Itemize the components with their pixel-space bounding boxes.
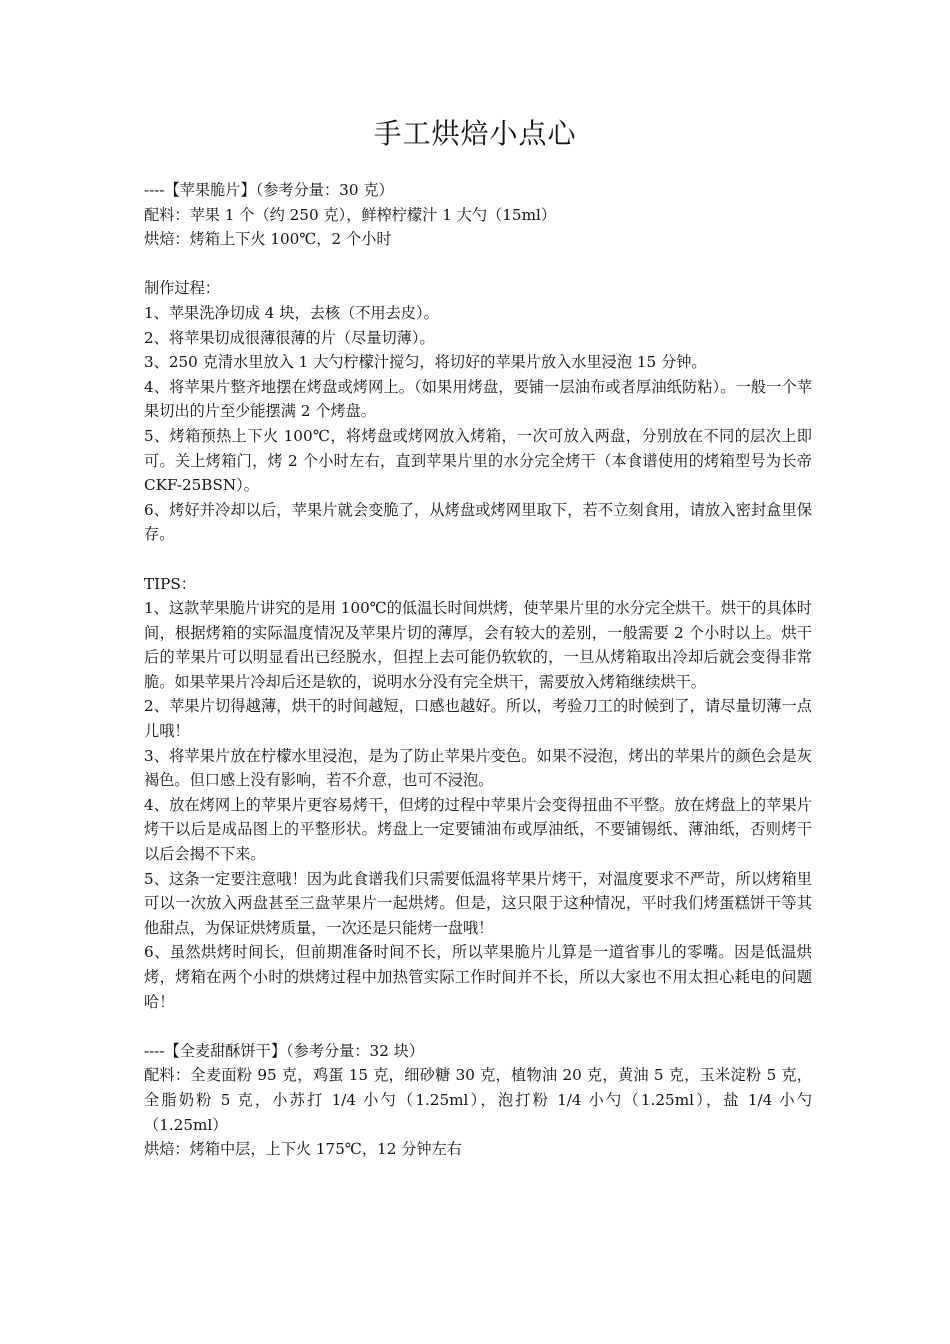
tip-2: 2、苹果片切得越薄，烘干的时间越短，口感也越好。所以，考验刀工的时候到了，请尽量切薄一点儿哦！ xyxy=(144,697,812,741)
step-5: 5、烤箱预热上下火 100℃，将烤盘或烤网放入烤箱，一次可放入两盘，分别放在不同的层次上即可。关上烤箱门，烤 2 个小时左右，直到苹果片里的水分完全烤干（本食谱使用的烤箱型号为长帝 CKF-25BSN）。 xyxy=(144,426,812,495)
spacer xyxy=(144,252,812,277)
apple-heading: ----【苹果脆片】（参考分量：30 克） xyxy=(144,181,394,199)
tip-1: 1、这款苹果脆片讲究的是用 100℃的低温长时间烘烤，使苹果片里的水分完全烘干。烘干的具体时间，根据烤箱的实际温度情况及苹果片切的薄厚，会有较大的差别，一般需要 2 个小时以上。烘干后的苹果片可以明显看出已经脱水，但捏上去可能仍软软的，一旦从烤箱取出冷却后就会变得非常脆。如果苹果片冷却后还是软的，说明水分没有完全烘干，需要放入烤箱继续烘干。 xyxy=(144,599,812,691)
tip-3: 3、将苹果片放在柠檬水里浸泡，是为了防止苹果片变色。如果不浸泡，烤出的苹果片的颜色会是灰褐色。但口感上没有影响，若不介意，也可不浸泡。 xyxy=(144,746,812,790)
step-4: 4、将苹果片整齐地摆在烤盘或烤网上。（如果用烤盘，要铺一层油布或者厚油纸防粘）。一般一个苹果切出的片至少能摆满 2 个烤盘。 xyxy=(144,377,812,421)
tips-label: TIPS： xyxy=(144,574,196,593)
biscuit-ingredients: 配料：全麦面粉 95 克，鸡蛋 15 克，细砂糖 30 克，植物油 20 克，黄油 5 克，玉米淀粉 5 克，全脂奶粉 5 克，小苏打 1/4 小勺（1.25ml），泡打粉 1/4 小勺（1.25ml），盐 1/4 小勺（1.25ml） xyxy=(144,1066,812,1134)
tip-5: 5、这条一定要注意哦！因为此食谱我们只需要低温将苹果片烤干，对温度要求不严苛，所以烤箱里可以一次放入两盘甚至三盘苹果片一起烘烤。但是，这只限于这种情况，平时我们烤蛋糕饼干等其他甜点，为保证烘烤质量，一次还是只能烤一盘哦！ xyxy=(144,869,812,937)
tip-6: 6、虽然烘烤时间长，但前期准备时间不长，所以苹果脆片儿算是一道省事儿的零嘴。因是低温烘烤，烤箱在两个小时的烘烤过程中加热管实际工作时间并不长，所以大家也不用太担心耗电的问题哈！ xyxy=(144,943,812,1011)
tip-4: 4、放在烤网上的苹果片更容易烤干，但烤的过程中苹果片会变得扭曲不平整。放在烤盘上的苹果片烤干以后是成品图上的平整形状。烤盘上一定要铺油布或厚油纸，不要铺锡纸、薄油纸，否则烤干以后会揭不下来。 xyxy=(144,795,812,864)
biscuit-recipe xyxy=(144,1039,812,1162)
step-3: 3、250 克清水里放入 1 大勺柠檬汁搅匀，将切好的苹果片放入水里浸泡 15 分钟。 xyxy=(144,353,707,372)
spacer xyxy=(144,1014,812,1039)
step-6: 6、烤好并冷却以后，苹果片就会变脆了，从烤盘或烤网里取下，若不立刻食用，请放入密封盒里保存。 xyxy=(144,500,812,544)
biscuit-heading: ----【全麦甜酥饼干】（参考分量：32 块） xyxy=(144,1041,425,1060)
recipe-content xyxy=(144,178,812,1162)
apple-chips-recipe xyxy=(144,178,812,1014)
step-1: 1、苹果洗净切成 4 块，去核（不用去皮）。 xyxy=(144,303,439,322)
biscuit-baking: 烘焙：烤箱中层，上下火 175℃，12 分钟左右 xyxy=(144,1140,462,1159)
apple-ingredients: 配料：苹果 1 个（约 250 克），鲜榨柠檬汁 1 大勺（15ml） xyxy=(144,205,557,224)
page-title: 手工烘焙小点心 xyxy=(373,117,577,150)
spacer xyxy=(144,547,812,572)
apple-baking: 烘焙：烤箱上下火 100℃，2 个小时 xyxy=(144,230,392,249)
step-2: 2、将苹果切成很薄很薄的片（尽量切薄）。 xyxy=(144,328,435,347)
process-label: 制作过程： xyxy=(144,279,220,298)
